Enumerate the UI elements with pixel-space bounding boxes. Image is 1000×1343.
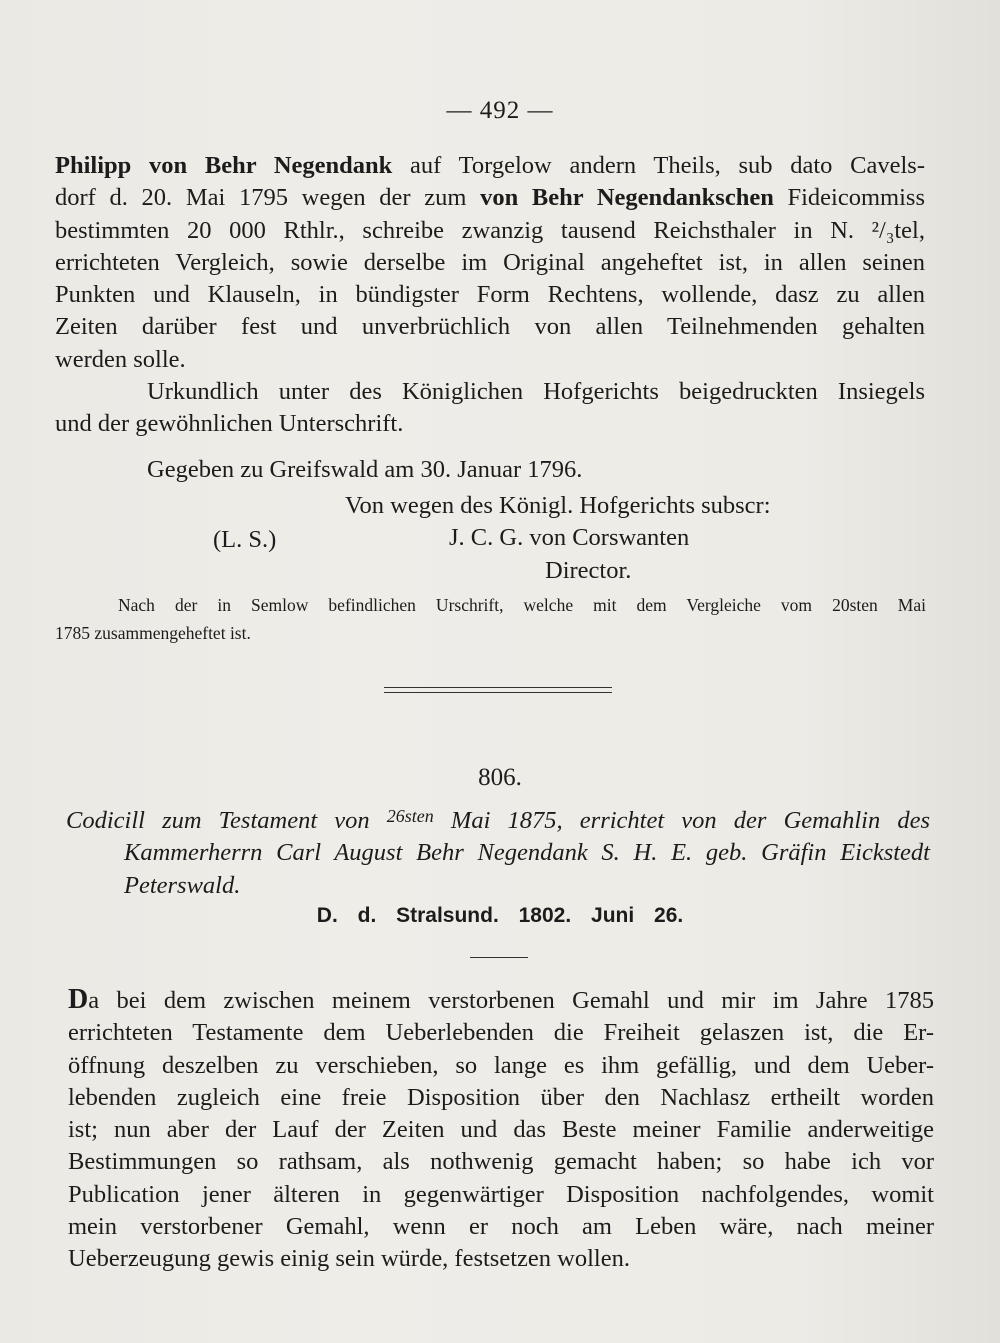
paragraph-line: Urkundlich unter des Königlichen Hofgerichts beigedruckten Insiegels [147,378,925,405]
body-line: Da bei dem zwischen meinem verstorbenen Gemahl und mir im Jahre 1785 [68,984,934,1015]
paragraph-line: und der gewöhnlichen Unterschrift. [55,410,404,438]
family-name: von Behr Negendankschen [480,184,774,212]
heading-line: Kammerherrn Carl August Behr Negendank S. H. E. geb. Gräfin Eickstedt [124,839,930,867]
body-line: mein verstorbener Gemahl, wenn er noch am Leben wäre, nach meiner [68,1213,934,1241]
paragraph-line: errichteten Vergleich, sowie derselbe im Original angeheftet ist, in allen seinen [55,248,925,276]
body-line: öffnung deszelben zu verschieben, so lange es ihm gefällig, und dem Ueber- [68,1051,934,1079]
seal-mark: (L. S.) [213,526,277,553]
entry-number: 806. [478,764,522,791]
initial-letter: D [68,984,89,1015]
body-line: Bestimmungen so rathsam, als nothwenig gemacht haben; so habe ich vor [68,1148,934,1176]
given-line: Gegeben zu Greifswald am 30. Januar 1796. [147,456,583,483]
paragraph-line: Punkten und Klauseln, in bündigster Form Rechtens, wollende, dasz zu allen [55,281,925,309]
body-line: Ueberzeugung gewis einig sein würde, festsetzen wollen. [68,1245,630,1273]
body-line: Publication jener älteren in gegenwärtiger Disposition nachfolgendes, womit [68,1180,934,1208]
paragraph-2 [55,376,925,441]
paragraph-line: dorf d. 20. Mai 1795 wegen der zum von Behr Negendankschen Fideicommiss [55,184,925,212]
date-line: D. d. Stralsund. 1802. Juni 26. [316,904,684,927]
note-line: 1785 zusammengeheftet ist. [55,623,251,643]
body-line: errichteten Testamente dem Ueberlebenden die Freiheit gelaszen ist, die Er- [68,1019,934,1047]
paragraph-line: Zeiten darüber fest und unverbrüchlich von allen Teilnehmenden gehalten [55,313,925,341]
paragraph-line: werden solle. [55,345,186,373]
heading-line: Peterswald. [124,871,241,899]
heading-line: Codicill zum Testament von $^{26sten}$ Mai 1875, errichtet von der Gemahlin des [66,806,930,834]
paragraph-line: Philipp von Behr Negendank auf Torgelow andern Theils, sub dato Cavels- [55,152,925,179]
source-note-continued [55,620,455,647]
short-rule-divider [470,957,528,958]
body-paragraph [68,984,934,1276]
paragraph-1 [55,150,925,376]
signatory-title: Director. [545,557,632,584]
signature-authority: Von wegen des Königl. Hofgerichts subscr: [345,492,771,519]
page-number: — 492 — [446,97,554,124]
paragraph-line: bestimmten 20 000 Rthlr., schreibe zwanzig tausend Reichsthaler in N. ²/₃tel, [55,216,925,244]
double-rule-divider [384,687,612,693]
note-line: Nach der in Semlow befindlichen Urschrift, welche mit dem Vergleiche vom 20sten Mai [118,595,926,615]
source-note [118,592,926,619]
body-line: ist; nun aber der Lauf der Zeiten und das Beste meiner Familie anderweitige [68,1116,934,1144]
signatory-name: J. C. G. von Corswanten [449,524,690,551]
entry-heading [66,800,930,902]
person-name: Philipp von Behr Negendank [55,152,393,179]
body-line: lebenden zugleich eine freie Disposition über den Nachlasz ertheilt worden [68,1083,934,1111]
